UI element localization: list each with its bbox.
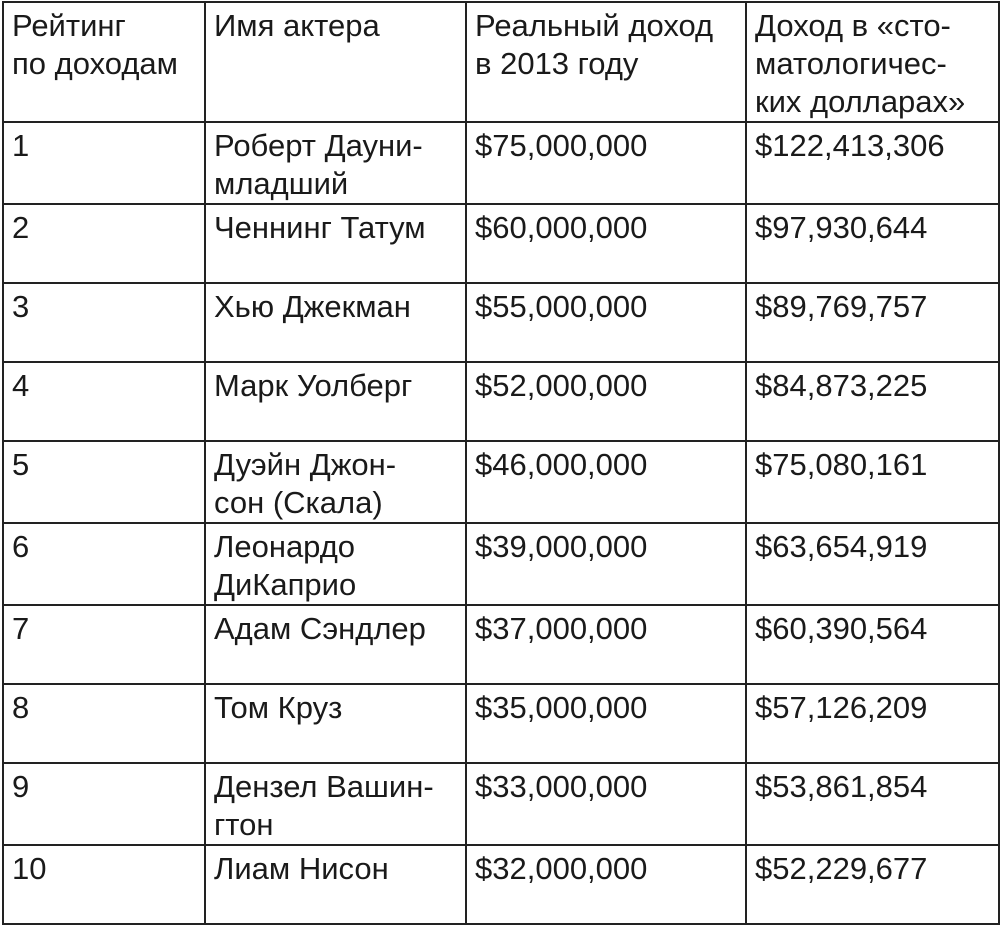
rank-cell: 6: [3, 523, 205, 605]
header-dental-dollars: Доход в «сто- матологичес- ких долларах»: [746, 2, 999, 122]
rank-cell: 7: [3, 605, 205, 684]
dental-dollars-cell: $53,861,854: [746, 763, 999, 845]
real-income-cell: $55,000,000: [466, 283, 746, 362]
rank-cell: 10: [3, 845, 205, 924]
real-income-cell: $52,000,000: [466, 362, 746, 441]
actor-name-cell: Ченнинг Татум: [205, 204, 466, 283]
rank-cell: 1: [3, 122, 205, 204]
rank-cell: 8: [3, 684, 205, 763]
actor-name-cell: Том Круз: [205, 684, 466, 763]
dental-dollars-cell: $97,930,644: [746, 204, 999, 283]
real-income-cell: $75,000,000: [466, 122, 746, 204]
header-real-income: Реальный доход в 2013 году: [466, 2, 746, 122]
dental-dollars-cell: $75,080,161: [746, 441, 999, 523]
rank-cell: 5: [3, 441, 205, 523]
rank-cell: 2: [3, 204, 205, 283]
dental-dollars-cell: $89,769,757: [746, 283, 999, 362]
real-income-cell: $37,000,000: [466, 605, 746, 684]
table-row: [3, 605, 999, 684]
actor-name-cell: Марк Уолберг: [205, 362, 466, 441]
dental-dollars-cell: $84,873,225: [746, 362, 999, 441]
actor-name-cell: Роберт Дауни- младший: [205, 122, 466, 204]
table-row: [3, 283, 999, 362]
dental-dollars-cell: $122,413,306: [746, 122, 999, 204]
table-row: [3, 122, 999, 204]
table-row: [3, 204, 999, 283]
dental-dollars-cell: $63,654,919: [746, 523, 999, 605]
table-row: [3, 441, 999, 523]
earnings-table: [2, 1, 1000, 925]
table-row: [3, 763, 999, 845]
actor-name-cell: Адам Сэндлер: [205, 605, 466, 684]
dental-dollars-cell: $57,126,209: [746, 684, 999, 763]
table-row: [3, 845, 999, 924]
actor-name-cell: Хью Джекман: [205, 283, 466, 362]
actor-name-cell: Дуэйн Джон- сон (Скала): [205, 441, 466, 523]
header-rank: Рейтинг по доходам: [3, 2, 205, 122]
real-income-cell: $35,000,000: [466, 684, 746, 763]
real-income-cell: $46,000,000: [466, 441, 746, 523]
dental-dollars-cell: $52,229,677: [746, 845, 999, 924]
actor-name-cell: Лиам Нисон: [205, 845, 466, 924]
table-row: [3, 523, 999, 605]
actor-name-cell: Леонардо ДиКаприо: [205, 523, 466, 605]
rank-cell: 4: [3, 362, 205, 441]
real-income-cell: $60,000,000: [466, 204, 746, 283]
real-income-cell: $39,000,000: [466, 523, 746, 605]
rank-cell: 3: [3, 283, 205, 362]
real-income-cell: $33,000,000: [466, 763, 746, 845]
dental-dollars-cell: $60,390,564: [746, 605, 999, 684]
header-row: [3, 2, 999, 122]
actor-name-cell: Дензел Вашин- гтон: [205, 763, 466, 845]
rank-cell: 9: [3, 763, 205, 845]
table-row: [3, 362, 999, 441]
table-row: [3, 684, 999, 763]
real-income-cell: $32,000,000: [466, 845, 746, 924]
header-actor-name: Имя актера: [205, 2, 466, 122]
